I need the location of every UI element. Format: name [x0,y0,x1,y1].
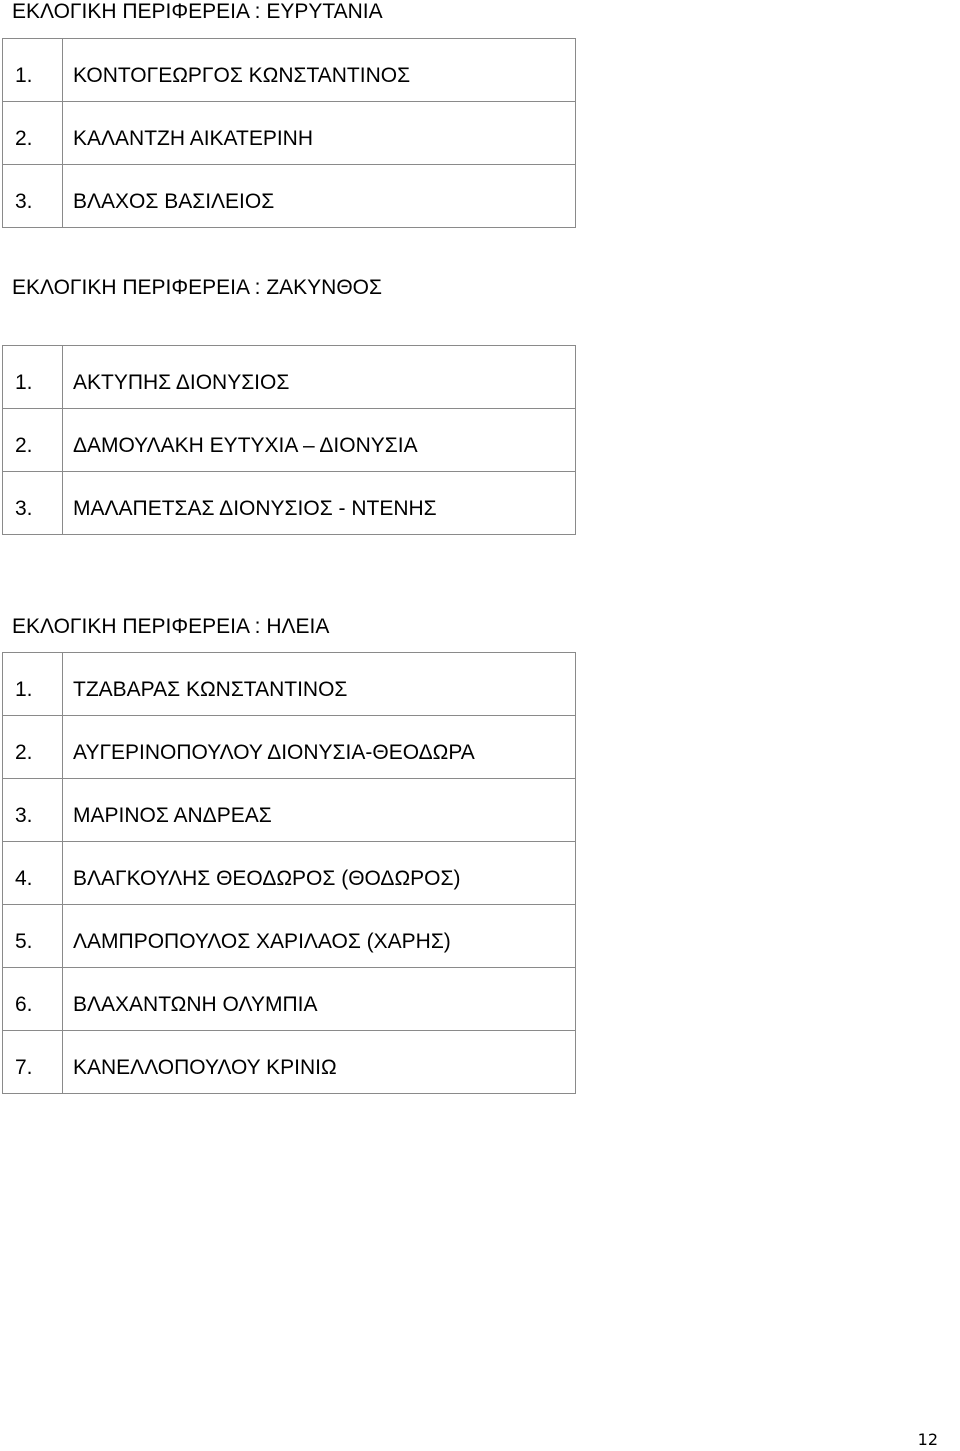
section-heading-ileia: ΕΚΛΟΓΙΚΗ ΠΕΡΙΦΕΡΕΙΑ : ΗΛΕΙΑ [12,615,330,638]
candidates-table-zakynthos [2,345,576,535]
candidate-number: 3. [3,165,63,228]
candidate-name: ΒΛΑΧΟΣ ΒΑΣΙΛΕΙΟΣ [63,165,576,228]
page-number: 12 [917,1430,938,1449]
table-row [3,653,576,716]
candidate-number: 2. [3,409,63,472]
table-row [3,346,576,409]
candidate-number: 3. [3,779,63,842]
table-row [3,409,576,472]
candidate-name: ΚΑΝΕΛΛΟΠΟΥΛΟΥ ΚΡΙΝΙΩ [63,1031,576,1094]
table-row [3,102,576,165]
section-heading-zakynthos: ΕΚΛΟΓΙΚΗ ΠΕΡΙΦΕΡΕΙΑ : ΖΑΚΥΝΘΟΣ [12,276,382,299]
candidate-number: 3. [3,472,63,535]
table-row [3,1031,576,1094]
candidate-name: ΜΑΛΑΠΕΤΣΑΣ ΔΙΟΝΥΣΙΟΣ - ΝΤΕΝΗΣ [63,472,576,535]
candidate-name: ΒΛΑΧΑΝΤΩΝΗ ΟΛΥΜΠΙΑ [63,968,576,1031]
candidate-number: 5. [3,905,63,968]
candidate-name: ΔΑΜΟΥΛΑΚΗ ΕΥΤΥΧΙΑ – ΔΙΟΝΥΣΙΑ [63,409,576,472]
candidate-number: 1. [3,39,63,102]
candidates-table-ileia [2,652,576,1094]
table-row [3,779,576,842]
table-row [3,716,576,779]
candidate-name: ΒΛΑΓΚΟΥΛΗΣ ΘΕΟΔΩΡΟΣ (ΘΟΔΩΡΟΣ) [63,842,576,905]
candidate-name: ΛΑΜΠΡΟΠΟΥΛΟΣ ΧΑΡΙΛΑΟΣ (ΧΑΡΗΣ) [63,905,576,968]
candidate-name: ΚΟΝΤΟΓΕΩΡΓΟΣ ΚΩΝΣΤΑΝΤΙΝΟΣ [63,39,576,102]
table-row [3,905,576,968]
candidates-table-evrytania [2,38,576,228]
candidate-number: 1. [3,653,63,716]
table-row [3,165,576,228]
table-row [3,472,576,535]
candidate-name: ΤΖΑΒΑΡΑΣ ΚΩΝΣΤΑΝΤΙΝΟΣ [63,653,576,716]
candidate-name: ΜΑΡΙΝΟΣ ΑΝΔΡΕΑΣ [63,779,576,842]
table-row [3,968,576,1031]
candidate-number: 2. [3,102,63,165]
candidate-name: ΑΥΓΕΡΙΝΟΠΟΥΛΟΥ ΔΙΟΝΥΣΙΑ-ΘΕΟΔΩΡΑ [63,716,576,779]
candidate-number: 2. [3,716,63,779]
candidate-number: 4. [3,842,63,905]
section-heading-evrytania: ΕΚΛΟΓΙΚΗ ΠΕΡΙΦΕΡΕΙΑ : ΕΥΡΥΤΑΝΙΑ [12,0,383,23]
candidate-number: 7. [3,1031,63,1094]
candidate-number: 1. [3,346,63,409]
table-row [3,39,576,102]
candidate-number: 6. [3,968,63,1031]
candidate-name: ΑΚΤΥΠΗΣ ΔΙΟΝΥΣΙΟΣ [63,346,576,409]
candidate-name: ΚΑΛΑΝΤΖΗ ΑΙΚΑΤΕΡΙΝΗ [63,102,576,165]
table-row [3,842,576,905]
